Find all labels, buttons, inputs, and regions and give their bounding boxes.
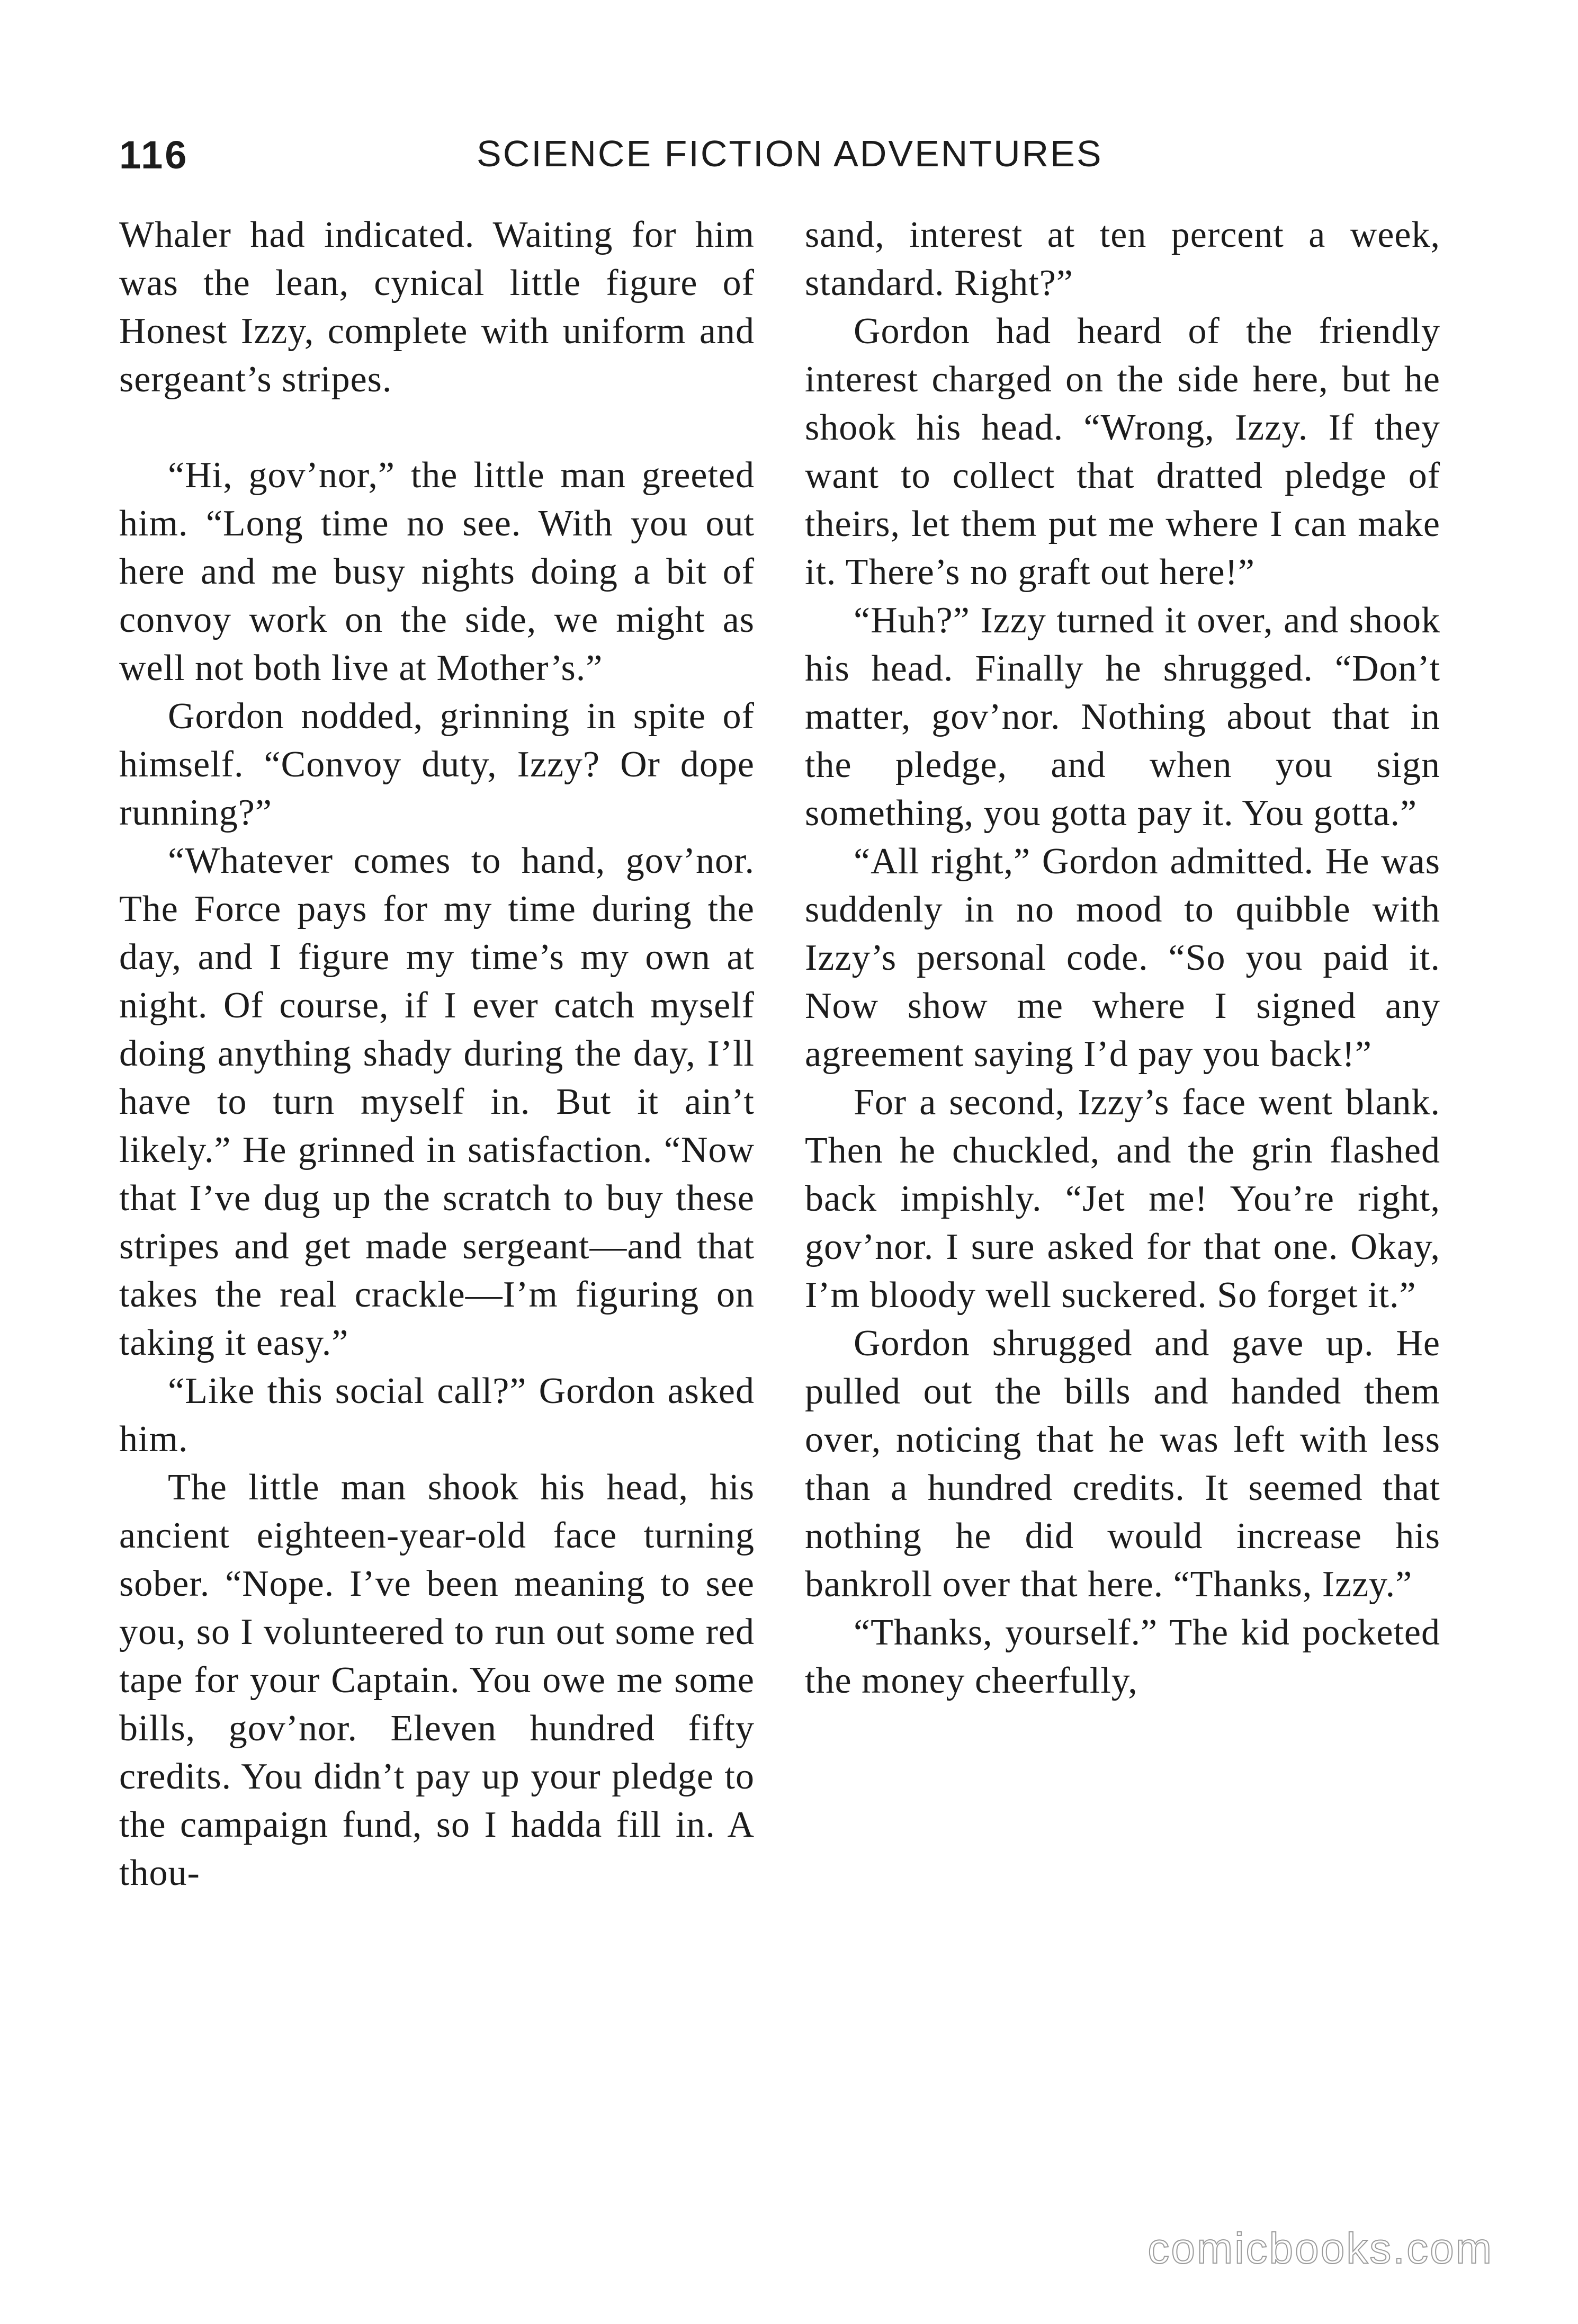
watermark: comicbooks.com [1147,2224,1493,2273]
paragraph: Gordon shrugged and gave up. He pulled out the bills and handed them over, noticing that he was left with less than a hundred credits. It seemed that nothing he did would increase his bankroll over that here. “Thanks, Izzy.” [805,1323,1440,1605]
paragraph: “Hi, gov’nor,” the little man greeted him. “Long time no see. With you out here and me busy nights doing a bit of convoy work on the side, we might as well not both live at Mother’s.” [119,455,755,689]
paragraph: “All right,” Gordon admitted. He was suddenly in no mood to quibble with Izzy’s personal code. “So you paid it. Now show me where I signed any agreement saying I’d pay you back!” [805,841,1440,1075]
paragraph: For a second, Izzy’s face went blank. Then he chuckled, and the grin flashed back impishly. “Jet me! You’re right, gov’nor. I sure asked for that one. Okay, I’m bloody well suckered. So forget it.” [805,1082,1440,1316]
paragraph: Gordon had heard of the friendly interest charged on the side here, but he shook his head. “Wrong, Izzy. If they want to collect that dratted pledge of theirs, let them put me where I can make it. There’s no graft out here!” [805,311,1440,593]
left-column [119,211,755,1897]
paragraph: “Like this social call?” Gordon asked him. [119,1371,755,1460]
paragraph: “Huh?” Izzy turned it over, and shook his head. Finally he shrugged. “Don’t matter, gov’nor. Nothing about that in the pledge, and when you sign something, you gotta pay it. You gotta.” [805,600,1440,834]
paragraph: Whaler had indicated. Waiting for him was the lean, cynical little figure of Honest Izzy, complete with uniform and sergeant’s stripes. [119,214,755,400]
paragraph: The little man shook his head, his ancient eighteen-year-old face turning sober. “Nope. I’ve been meaning to see you, so I volunteered to run out some red tape for your Captain. You owe me some bills, gov’nor. Eleven hundred fifty credits. You didn’t pay up your pledge to the campaign fund, so I hadda fill in. A thou- [119,1467,755,1893]
paragraph: “Thanks, yourself.” The kid pocketed the money cheerfully, [805,1612,1440,1701]
paragraph: Gordon nodded, grinning in spite of himself. “Convoy duty, Izzy? Or dope running?” [119,696,755,833]
page-number: 116 [119,133,189,177]
page-header [119,132,1459,191]
paragraph: sand, interest at ten percent a week, standard. Right?” [805,214,1440,303]
running-head: SCIENCE FICTION ADVENTURES [477,133,1103,174]
paragraph: “Whatever comes to hand, gov’nor. The Force pays for my time during the day, and I figure my time’s my own at night. Of course, if I ever catch myself doing anything shady during the day, I’ll have to turn myself in. But it ain’t likely.” He grinned in satisfaction. “Now that I’ve dug up the scratch to buy these stripes and get made sergeant—and that takes the real crackle—I’m figuring on taking it easy.” [119,841,755,1363]
right-column [805,211,1440,1705]
